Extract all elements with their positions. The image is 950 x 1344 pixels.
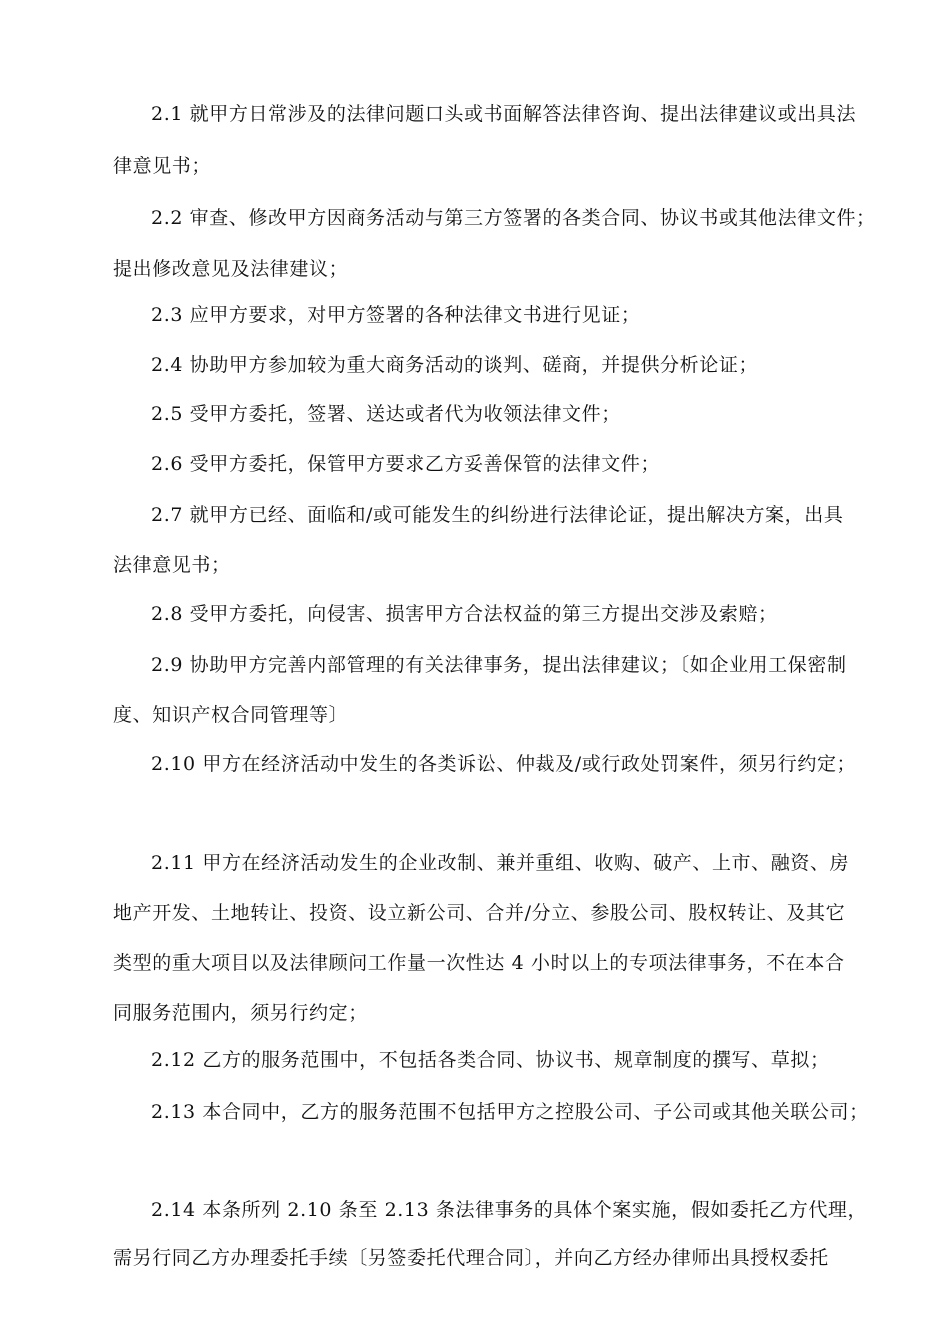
clause-2-14-line-1: 2.14 本条所列 2.10 条至 2.13 条法律事务的具体个案实施，假如委托乙方代理， xyxy=(151,1199,868,1221)
clause-2-9-line-2: 度、知识产权合同管理等〕 xyxy=(113,704,349,726)
clause-2-8: 2.8 受甲方委托，向侵害、损害甲方合法权益的第三方提出交涉及索赔； xyxy=(151,603,778,625)
clause-2-2-line-2: 提出修改意见及法律建议； xyxy=(113,258,349,280)
clause-2-11-line-4: 同服务范围内，须另行约定； xyxy=(113,1002,368,1024)
clause-2-3: 2.3 应甲方要求，对甲方签署的各种法律文书进行见证； xyxy=(151,304,641,326)
clause-2-1-line-2: 律意见书； xyxy=(113,155,212,177)
clause-2-11-line-2: 地产开发、土地转让、投资、设立新公司、合并/分立、参股公司、股权转让、及其它 xyxy=(113,902,846,924)
clause-2-5: 2.5 受甲方委托，签署、送达或者代为收领法律文件； xyxy=(151,403,621,425)
clause-2-7-line-1: 2.7 就甲方已经、面临和/或可能发生的纠纷进行法律论证，提出解决方案，出具 xyxy=(151,504,844,526)
clause-2-4: 2.4 协助甲方参加较为重大商务活动的谈判、磋商，并提供分析论证； xyxy=(151,354,759,376)
clause-2-11-line-1: 2.11 甲方在经济活动发生的企业改制、兼并重组、收购、破产、上市、融资、房 xyxy=(151,852,850,874)
clause-2-13: 2.13 本合同中，乙方的服务范围不包括甲方之控股公司、子公司或其他关联公司； xyxy=(151,1101,869,1123)
clause-2-12: 2.12 乙方的服务范围中，不包括各类合同、协议书、规章制度的撰写、草拟； xyxy=(151,1049,830,1071)
clause-2-1-line-1: 2.1 就甲方日常涉及的法律问题口头或书面解答法律咨询、提出法律建议或出具法 xyxy=(151,103,857,125)
clause-2-7-line-2: 法律意见书； xyxy=(113,554,231,576)
clause-2-9-line-1: 2.9 协助甲方完善内部管理的有关法律事务，提出法律建议；〔如企业用工保密制 xyxy=(151,654,847,676)
clause-2-2-line-1: 2.2 审查、修改甲方因商务活动与第三方签署的各类合同、协议书或其他法律文件； xyxy=(151,207,876,229)
clause-2-14-line-2: 需另行同乙方办理委托手续〔另签委托代理合同〕，并向乙方经办律师出具授权委托 xyxy=(113,1247,829,1269)
clause-2-6: 2.6 受甲方委托，保管甲方要求乙方妥善保管的法律文件； xyxy=(151,453,661,475)
clause-2-10: 2.10 甲方在经济活动中发生的各类诉讼、仲裁及/或行政处罚案件，须另行约定； xyxy=(151,753,857,775)
clause-2-11-line-3: 类型的重大项目以及法律顾问工作量一次性达 4 小时以上的专项法律事务，不在本合 xyxy=(113,952,845,974)
